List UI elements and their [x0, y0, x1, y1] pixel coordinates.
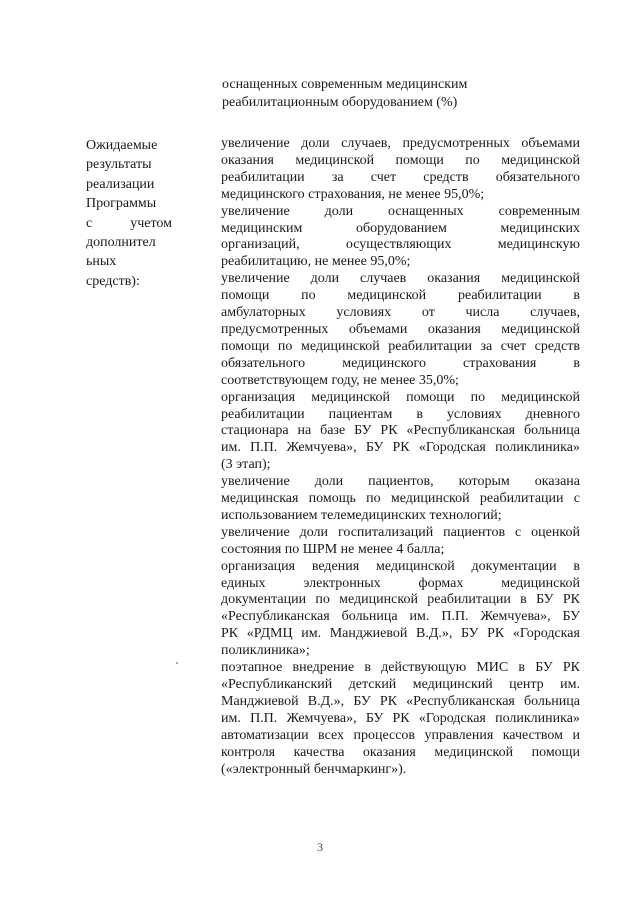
text-line: «Республиканский детский медицинский центр им.	[221, 677, 580, 692]
text-line: (3 этап);	[221, 457, 271, 473]
text-line: поэтапное внедрение в действующую МИС в БУ РК	[221, 660, 580, 676]
text-line: организаций, осуществляющих медицинскую	[221, 237, 580, 253]
text-line: реабилитации пациентам в условиях дневного	[221, 406, 580, 422]
text-line: состояния по ШРМ не менее 4 балла;	[221, 541, 445, 557]
text-line: Манджиевой В.Д.», БУ РК «Республиканская больница	[221, 693, 580, 709]
label-line: дополнител	[86, 235, 156, 251]
text-line: реабилитацию, не менее 95,0%;	[221, 254, 411, 270]
text-line: реабилитационным оборудованием (%)	[222, 95, 458, 110]
text-line: автоматизации всех процессов управления качеством и	[221, 727, 580, 743]
row-label-expected-results	[86, 136, 172, 291]
text-line: увеличение доли случаев, предусмотренных объемами	[221, 136, 580, 151]
text-line: оснащенных современным медицинским	[222, 77, 468, 92]
text-line: увеличение доли случаев оказания медицинской	[221, 271, 580, 287]
text-line: предусмотренных объемами оказания медицинской	[221, 321, 580, 337]
text-line: «Республиканская больница им. П.П. Жемчуева», БУ	[221, 609, 580, 625]
text-line: оказания медицинской помощи по медицинской	[221, 152, 580, 168]
text-line: амбулаторных условиях от числа случаев,	[221, 305, 580, 321]
expected-results-text	[221, 136, 580, 778]
label-line: ьных	[86, 254, 117, 270]
text-line: увеличение доли госпитализаций пациентов с оценкой	[221, 524, 580, 540]
text-line: им. П.П. Жемчуева», БУ РК «Городская поликлиника»	[221, 710, 580, 726]
text-line: медицинская помощь по медицинской реабилитации с	[221, 491, 580, 507]
label-line: с учетом	[86, 215, 172, 231]
text-line: медицинского страхования, не менее 95,0%;	[221, 186, 485, 202]
table-cell-continuation	[222, 76, 582, 112]
text-line: контроля качества оказания медицинской помощи	[221, 744, 580, 760]
text-line: медицинским оборудованием медицинских	[221, 220, 580, 236]
page-number: 3	[317, 840, 323, 854]
text-line: («электронный бенчмаркинг»).	[221, 761, 407, 777]
text-line: реабилитации за счет средств обязательного	[221, 169, 580, 185]
text-line: документации по медицинской реабилитации в БУ РК	[221, 592, 580, 608]
text-line: помощи по медицинской реабилитации за счет средств	[221, 338, 580, 354]
text-line: соответствующем году, не менее 35,0%;	[221, 372, 459, 388]
label-line: Программы	[86, 196, 157, 212]
label-line: результаты	[86, 157, 152, 173]
text-line: увеличение доли оснащенных современным	[221, 203, 580, 219]
text-line: РК «РДМЦ им. Манджиевой В.Д.», БУ РК «Городская	[221, 626, 580, 642]
text-line: помощи по медицинской реабилитации в	[221, 288, 580, 304]
label-line: реализации	[86, 176, 155, 192]
text-line: стационара на базе БУ РК «Республиканская больница	[221, 423, 580, 439]
text-line: организация ведения медицинской документации в	[221, 558, 580, 574]
text-line: использованием телемедицинских технологий;	[221, 507, 502, 523]
text-line: обязательного медицинского страхования в	[221, 355, 580, 371]
text-line: организация медицинской помощи по медицинской	[221, 389, 580, 405]
label-line: средств):	[86, 273, 140, 289]
label-line: Ожидаемые	[86, 138, 158, 153]
text-line: увеличение доли пациентов, которым оказана	[221, 474, 580, 490]
scan-speck	[176, 662, 178, 664]
text-line: поликлиника»;	[221, 643, 310, 659]
text-line: единых электронных формах медицинской	[221, 575, 580, 591]
text-line: им. П.П. Жемчуева», БУ РК «Городская поликлиника»	[221, 440, 580, 456]
